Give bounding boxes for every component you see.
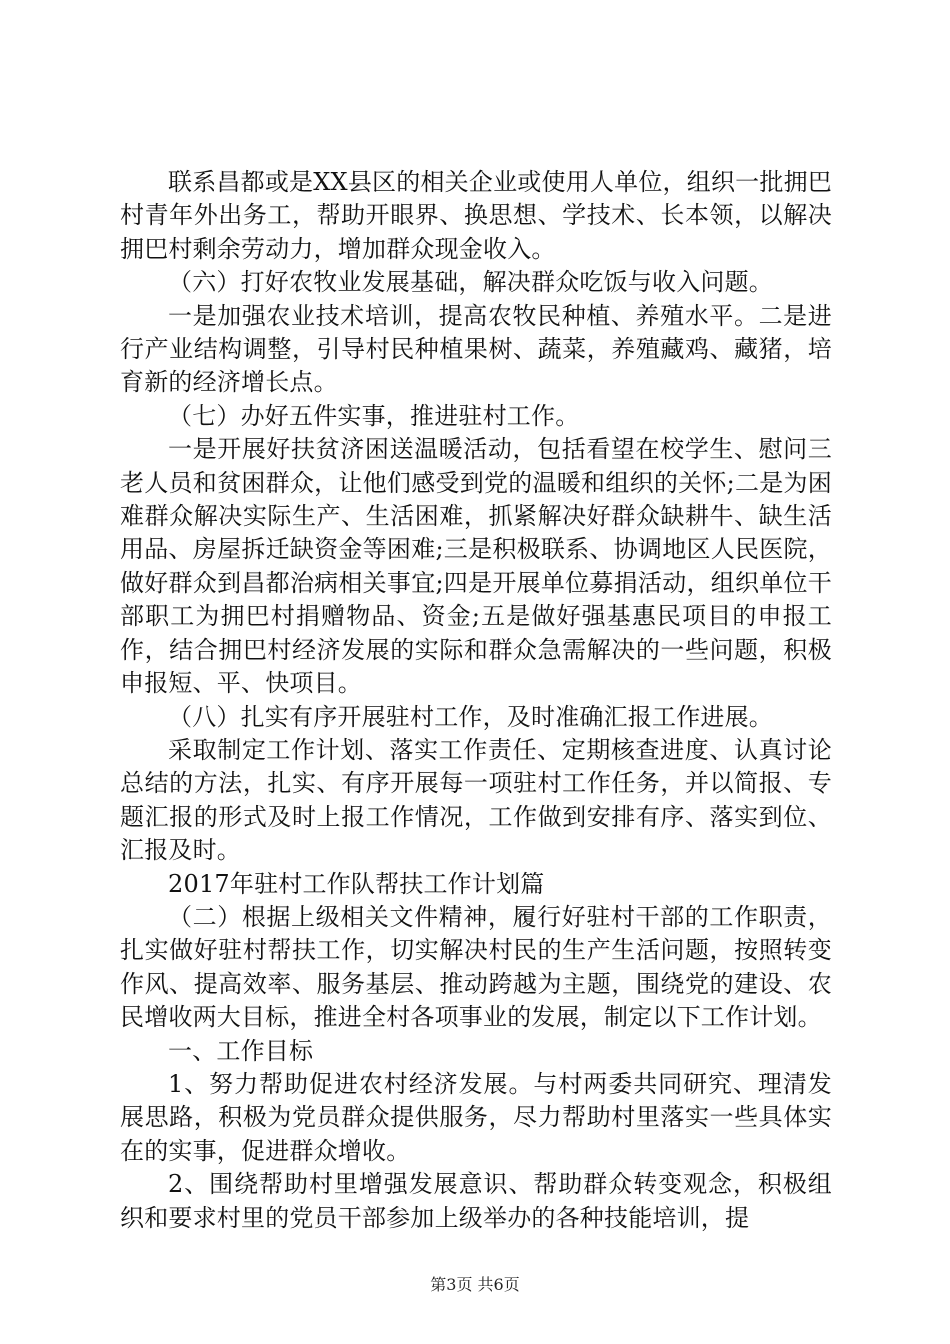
paragraph: 1、努力帮助促进农村经济发展。与村两委共同研究、理清发展思路，积极为党员群众提供服务，尽力帮助村里落实一些具体实在的实事，促进群众增收。 <box>120 1069 832 1165</box>
paragraph: 2、围绕帮助村里增强发展意识、帮助群众转变观念，积极组织和要求村里的党员干部参加上级举办的各种技能培训，提 <box>120 1170 832 1232</box>
page-number-footer: 第3页 共6页 <box>430 1275 520 1294</box>
paragraph: 采取制定工作计划、落实工作责任、定期核查进度、认真讨论总结的方法，扎实、有序开展每一项驻村工作任务，并以简报、专题汇报的形式及时上报工作情况，工作做到安排有序、落实到位、汇报及时。 <box>120 735 832 865</box>
section-heading: （八）扎实有序开展驻村工作，及时准确汇报工作进展。 <box>168 702 773 731</box>
document-title-line: 2017年驻村工作队帮扶工作计划篇 <box>168 869 545 898</box>
document-body <box>120 166 832 1235</box>
paragraph: 一是加强农业技术培训，提高农牧民种植、养殖水平。二是进行产业结构调整，引导村民种植果树、蔬菜，养殖藏鸡、藏猪，培育新的经济增长点。 <box>120 301 832 397</box>
section-heading: （七）办好五件实事，推进驻村工作。 <box>168 401 580 430</box>
paragraph: （二）根据上级相关文件精神，履行好驻村干部的工作职责，扎实做好驻村帮扶工作，切实解决村民的生产生活问题，按照转变作风、提高效率、服务基层、推动跨越为主题，围绕党的建设、农民增收两大目标，推进全村各项事业的发展，制定以下工作计划。 <box>120 902 832 1032</box>
paragraph: 联系昌都或是XX县区的相关企业或使用人单位，组织一批拥巴村青年外出务工，帮助开眼界、换思想、学技术、长本领，以解决拥巴村剩余劳动力，增加群众现金收入。 <box>120 168 832 263</box>
section-heading: （六）打好农牧业发展基础，解决群众吃饭与收入问题。 <box>168 268 773 297</box>
paragraph: 一是开展好扶贫济困送温暖活动，包括看望在校学生、慰问三老人员和贫困群众，让他们感受到党的温暖和组织的关怀;二是为困难群众解决实际生产、生活困难，抓紧解决好群众缺耕牛、缺生活用品、房屋拆迁缺资金等困难;三是积极联系、协调地区人民医院，做好群众到昌都治病相关事宜;四是开展单位募捐活动，组织单位干部职工为拥巴村捐赠物品、资金;五是做好强基惠民项目的申报工作，结合拥巴村经济发展的实际和群众急需解决的一些问题，积极申报短、平、快项目。 <box>120 435 832 698</box>
section-heading: 一、工作目标 <box>168 1036 314 1065</box>
